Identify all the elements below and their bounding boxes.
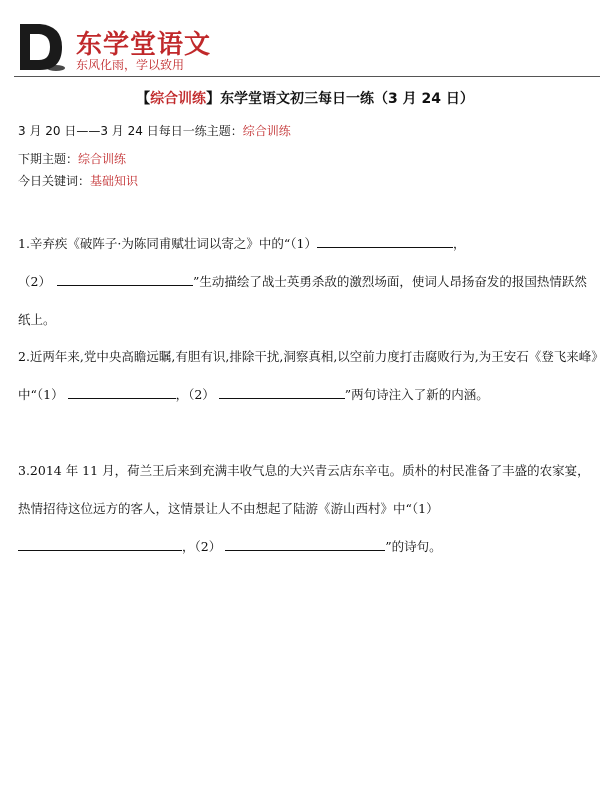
meta-next-prefix: 下期主题： [18, 152, 79, 166]
meta-keyword-prefix: 今日关键词： [18, 174, 91, 188]
title-close-bracket: 】 [206, 91, 221, 107]
header [14, 18, 600, 78]
q2-blank-2[interactable] [219, 384, 345, 399]
q2-text-c: ”两句诗注入了新的内涵。 [344, 387, 489, 402]
brand-slogan: 东风化雨，学以致用 [76, 58, 185, 72]
q2-text-a: 2.近两年来,党中央高瞻远瞩,有胆有识,排除干扰,洞察真相,以空前力度打击腐败行为,为王安石《登飞来峰》中“（1） [18, 349, 598, 402]
q3-blank-2[interactable] [225, 536, 385, 551]
logo-icon [14, 18, 68, 76]
meta-keyword-value: 基础知识 [90, 174, 139, 188]
title-tag: 综合训练 [150, 91, 207, 107]
q1-text-b: ， [453, 236, 466, 251]
q2-text-b: ，（2） [175, 387, 215, 402]
q1-text-c: （2） [18, 274, 51, 289]
q3-blank-1[interactable] [18, 536, 182, 551]
question-2 [18, 338, 598, 414]
meta-period-prefix: 3 月 20 日——3 月 24 日每日一练主题： [18, 124, 243, 138]
q2-blank-1[interactable] [68, 384, 176, 399]
meta-period [18, 122, 291, 139]
q1-text-d: ”生动描绘了战士英勇杀敌的激烈场面，使词人昂扬奋发的报国热情跃然纸上。 [18, 274, 587, 327]
meta-next-value: 综合训练 [78, 152, 127, 166]
title-open-bracket: 【 [136, 91, 151, 107]
q1-blank-2[interactable] [57, 271, 193, 286]
q1-text-a: 1.辛弃疾《破阵子·为陈同甫赋壮词以寄之》中的“（1） [18, 236, 317, 251]
q3-text-b: ，（2） [182, 539, 222, 554]
q3-text-a: 3.2014 年 11 月，荷兰王后来到充满丰收气息的大兴青云店东辛屯。质朴的村民准备了丰盛的农家宴，热情招待这位远方的客人，这情景让人不由想起了陆游《游山西村》中“（1） [18, 463, 590, 516]
question-1 [18, 225, 598, 339]
q3-text-c: ”的诗句。 [385, 539, 442, 554]
meta-keyword [18, 172, 138, 189]
q1-blank-1[interactable] [317, 233, 453, 248]
question-3 [18, 452, 598, 566]
meta-next-theme [18, 150, 126, 167]
header-divider [14, 76, 600, 77]
title-main: 东学堂语文初三每日一练（3 月 24 日） [220, 91, 474, 107]
meta-period-theme: 综合训练 [242, 124, 291, 138]
brand-name: 东学堂语文 [76, 30, 212, 60]
page-title [0, 88, 610, 108]
